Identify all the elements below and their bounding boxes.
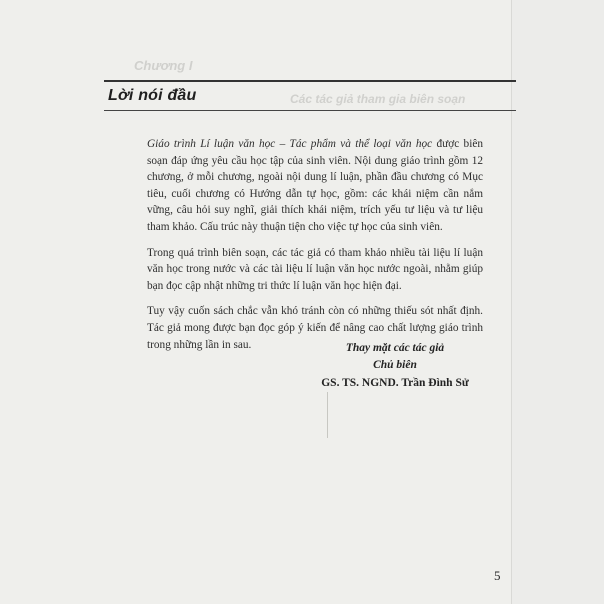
paragraph-1 [147,136,483,236]
next-page-edge [511,0,604,604]
paragraph-1-text: được biên soạn đáp ứng yêu cầu học tập của sinh viên. Nội dung giáo trình gồm 12 chương, ở mỗi chương, ngoài nội dung lí luận, phần đầu chương có Mục tiêu, cuối chương có Hướng dẫn tự học, gồm: các khái niệm cần nắm vững, câu hỏi suy nghĩ, giải thích khái niệm, trích yếu tư liệu và tư liệu tham khảo. Cấu trúc này thuận tiện cho việc tự học của sinh viên. [147,138,483,233]
page-number: 5 [494,568,501,583]
paragraph-2: Trong quá trình biên soạn, các tác giả có tham khảo nhiều tài liệu lí luận văn học trong nước và các tài liệu lí luận văn học nước ngoài, nhằm giúp bạn đọc cập nhật những tri thức lí luận văn học hiện đại. [147,246,483,292]
section-header [104,80,516,111]
page-fold-mark [327,392,328,438]
paragraph-3: Tuy vậy cuốn sách chắc vẫn khó tránh còn có những thiếu sót nhất định. Tác giả mong được bạn đọc góp ý kiến để nâng cao chất lượng giáo trình trong những lần in sau. [147,305,483,351]
page-title: Lời nói đầu [108,87,197,104]
show-through-subtitle-text: Các tác giả tham gia biên soạn [290,92,466,106]
signature-role: Chủ biên [373,359,417,371]
signature-on-behalf: Thay mặt các tác giả [345,342,445,354]
book-title-italic: Giáo trình Lí luận văn học – Tác phẩm và thể loại văn học [147,138,433,150]
signature-block [300,340,490,392]
signature-name: GS. TS. NGND. Trần Đình Sử [321,377,469,389]
show-through-chapter-text: Chương I [134,58,193,73]
preface-body [147,136,483,362]
